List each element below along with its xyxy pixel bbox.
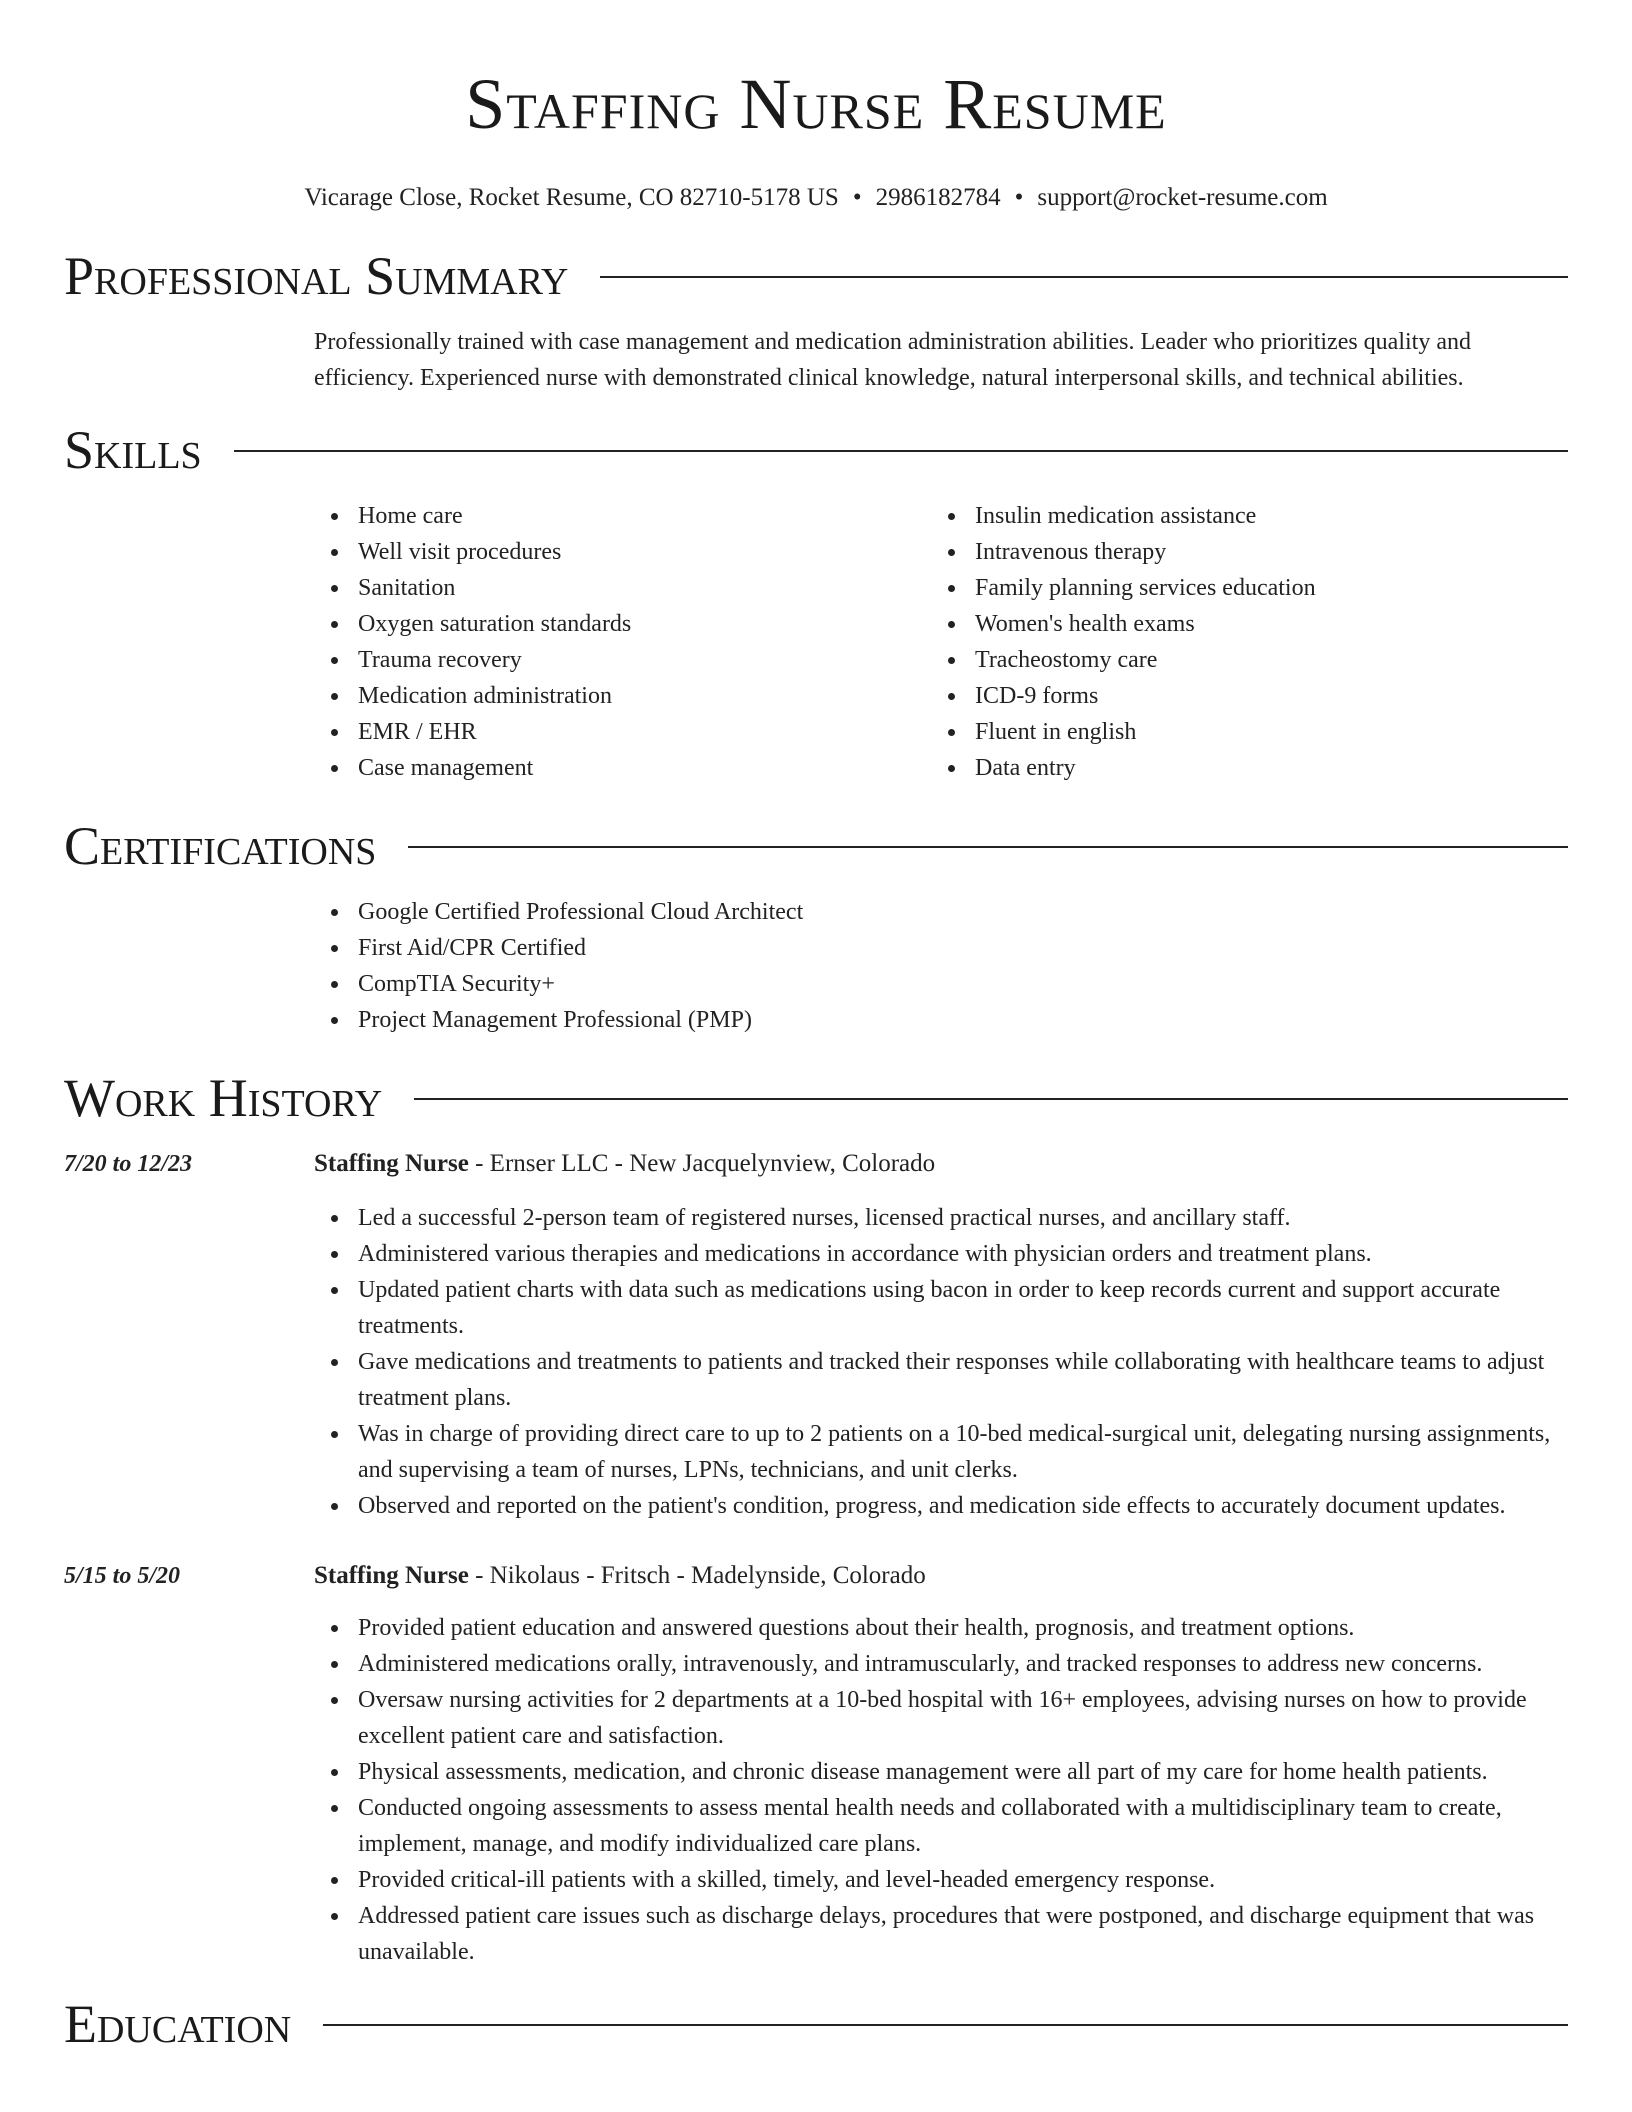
skill-item: Medication administration <box>314 678 931 714</box>
job-entry <box>64 1146 1568 1524</box>
job-bullet: Administered medications orally, intravenously, and intramuscularly, and tracked responses to address new concerns. <box>314 1646 1568 1682</box>
section-certifications <box>64 814 1568 878</box>
skill-item: Trauma recovery <box>314 642 931 678</box>
contact-email: support@rocket-resume.com <box>1037 184 1328 211</box>
job-bullet: Observed and reported on the patient's condition, progress, and medication side effects to accurately document updates. <box>314 1488 1568 1524</box>
section-divider <box>323 2024 1568 2026</box>
section-work-history <box>64 1066 1568 1130</box>
summary-content <box>314 324 1568 396</box>
section-divider <box>600 276 1568 278</box>
certification-item: Google Certified Professional Cloud Architect <box>314 894 1568 930</box>
job-bullets <box>314 1200 1568 1524</box>
resume-name: Staffing Nurse Resume <box>465 64 1167 144</box>
section-education <box>64 1992 1568 2056</box>
skill-item: Sanitation <box>314 570 931 606</box>
section-skills <box>64 418 1568 482</box>
certification-item: Project Management Professional (PMP) <box>314 1002 1568 1038</box>
job-header <box>314 1558 1568 1594</box>
skill-item: Home care <box>314 498 931 534</box>
certification-item: CompTIA Security+ <box>314 966 1568 1002</box>
section-title: Certifications <box>64 816 377 876</box>
skill-item: Case management <box>314 750 931 786</box>
job-role: Staffing Nurse <box>314 1150 469 1177</box>
work-content <box>64 1146 1568 1970</box>
certifications-content <box>314 894 1568 1038</box>
skill-item: Family planning services education <box>931 570 1548 606</box>
job-header <box>314 1146 1568 1182</box>
job-bullet: Physical assessments, medication, and chronic disease management were all part of my care for home health patients. <box>314 1754 1568 1790</box>
job-bullet: Oversaw nursing activities for 2 departments at a 10-bed hospital with 16+ employees, advising nurses on how to provide excellent patient care and satisfaction. <box>314 1682 1568 1754</box>
job-bullet: Updated patient charts with data such as medications using bacon in order to keep records current and support accurate treatments. <box>314 1272 1568 1344</box>
section-divider <box>414 1098 1568 1100</box>
skill-item: Oxygen saturation standards <box>314 606 931 642</box>
skill-item: Insulin medication assistance <box>931 498 1548 534</box>
section-professional-summary <box>64 244 1568 308</box>
job-bullet: Gave medications and treatments to patients and tracked their responses while collaborating with healthcare teams to adjust treatment plans. <box>314 1344 1568 1416</box>
job-dates: 7/20 to 12/23 <box>64 1151 193 1177</box>
section-title: Professional Summary <box>64 246 569 306</box>
certification-item: First Aid/CPR Certified <box>314 930 1568 966</box>
contact-address: Vicarage Close, Rocket Resume, CO 82710-5178 US <box>304 184 839 211</box>
skills-list-right <box>931 498 1548 786</box>
contact-separator: • <box>852 184 862 211</box>
certifications-list <box>314 894 1568 1038</box>
contact-phone: 2986182784 <box>875 184 1001 211</box>
job-details: - Ernser LLC - New Jacquelynview, Colorado <box>468 1150 936 1177</box>
job-bullet: Administered various therapies and medications in accordance with physician orders and treatment plans. <box>314 1236 1568 1272</box>
job-role: Staffing Nurse <box>314 1562 469 1589</box>
job-entry <box>64 1558 1568 1970</box>
contact-separator: • <box>1014 184 1024 211</box>
skill-item: Women's health exams <box>931 606 1548 642</box>
skills-content <box>314 498 1568 786</box>
contact-line <box>0 182 1632 214</box>
job-bullet: Led a successful 2-person team of registered nurses, licensed practical nurses, and ancillary staff. <box>314 1200 1568 1236</box>
job-bullet: Addressed patient care issues such as discharge delays, procedures that were postponed, and discharge equipment that was unavailable. <box>314 1898 1568 1970</box>
section-title: Education <box>64 1994 292 2054</box>
job-bullet: Provided critical-ill patients with a skilled, timely, and level-headed emergency response. <box>314 1862 1568 1898</box>
skill-item: EMR / EHR <box>314 714 931 750</box>
section-divider <box>234 450 1568 452</box>
skill-item: Well visit procedures <box>314 534 931 570</box>
job-bullet: Provided patient education and answered questions about their health, prognosis, and treatment options. <box>314 1610 1568 1646</box>
section-divider <box>408 846 1568 848</box>
job-bullet: Was in charge of providing direct care to up to 2 patients on a 10-bed medical-surgical unit, delegating nursing assignments, and supervising a team of nurses, LPNs, technicians, and unit clerks. <box>314 1416 1568 1488</box>
summary-text: Professionally trained with case management and medication administration abilities. Leader who prioritizes quality and efficiency. Experienced nurse with demonstrated clinical knowledge, natural interpersonal skills, and technical abilities. <box>314 329 1471 391</box>
skill-item: ICD-9 forms <box>931 678 1548 714</box>
skills-columns <box>314 498 1568 786</box>
skill-item: Intravenous therapy <box>931 534 1548 570</box>
skill-item: Tracheostomy care <box>931 642 1548 678</box>
section-title: Skills <box>64 420 202 480</box>
skill-item: Fluent in english <box>931 714 1548 750</box>
section-title: Work History <box>64 1068 383 1128</box>
skills-list-left <box>314 498 931 786</box>
job-dates: 5/15 to 5/20 <box>64 1563 181 1589</box>
job-bullet: Conducted ongoing assessments to assess mental health needs and collaborated with a multidisciplinary team to create, implement, manage, and modify individualized care plans. <box>314 1790 1568 1862</box>
job-details: - Nikolaus - Fritsch - Madelynside, Colorado <box>468 1562 926 1589</box>
skill-item: Data entry <box>931 750 1548 786</box>
job-bullets <box>314 1610 1568 1970</box>
